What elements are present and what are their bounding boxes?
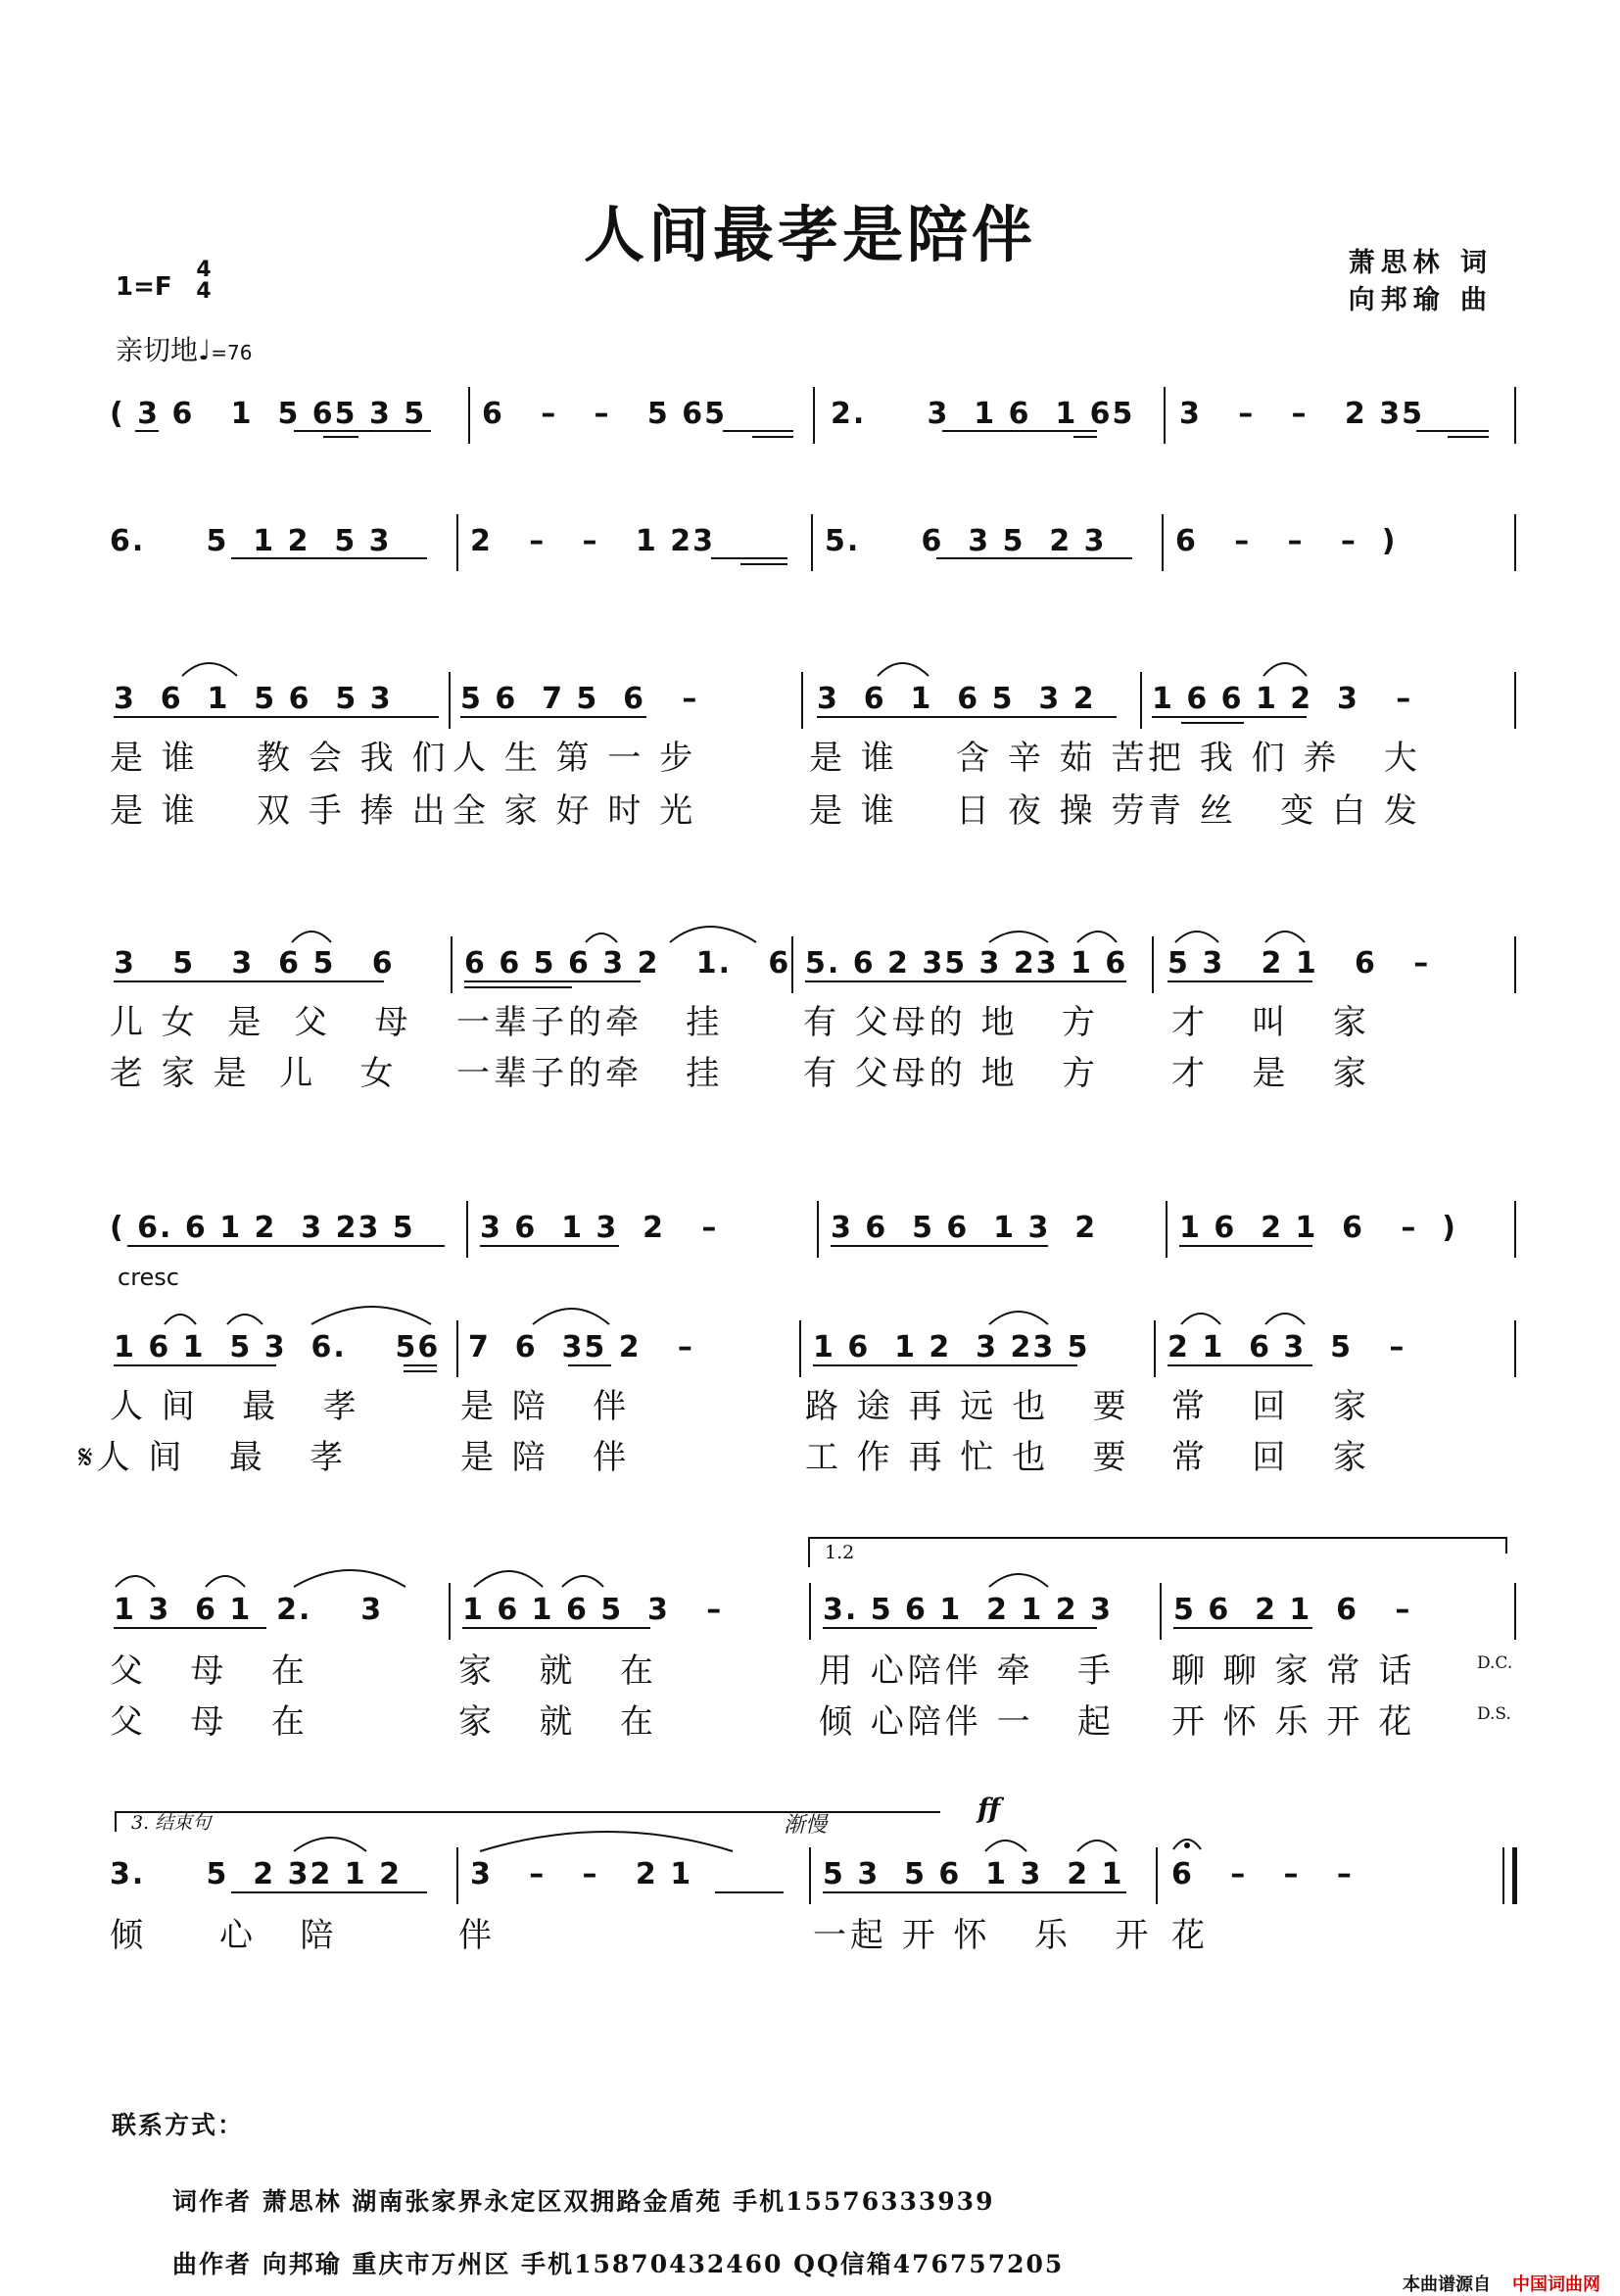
slur [989,1312,1048,1324]
slur [1265,1314,1305,1324]
lyric-line: 家 就 在 [458,1702,657,1742]
measure: 3 6 1 3 2 – [480,1211,719,1245]
watermark-site: 中国词曲网 [1512,2274,1600,2295]
measure: 5 3 5 6 1 3 2 1 [823,1857,1124,1891]
measure: 3. 5 2 32 1 2 [110,1857,402,1891]
fermata-dot [1184,1842,1190,1848]
measure: 2. 3 1 6 1 65 [831,397,1135,431]
lyric-line: 是 陪 伴 [460,1438,631,1477]
lyric-line: 用 心陪伴 牵 手 [819,1651,1116,1691]
measure: 2 1 6 3 5 – [1167,1330,1406,1364]
lyric-line: 老 家 是 儿 女 [110,1054,398,1093]
measure: 1 3 6 1 2. 3 [114,1593,384,1627]
lyric-line: 是 谁 含 辛 茹 苦 [809,739,1149,778]
da-capo-mark: D.C. [1477,1653,1513,1673]
slur [1077,932,1117,942]
slur [989,1574,1048,1587]
slur [206,1576,245,1587]
measure: ( 3 6 1 5 65 3 5 [110,397,427,431]
lyric-line: 常 回 家 [1171,1438,1370,1477]
lyric-line: 儿 女 是 父 母 [110,1003,412,1042]
page-title: 人间最孝是陪伴 [583,199,1036,270]
slur [1077,1841,1117,1851]
measure: 5. 6 2 35 3 23 1 6 [805,946,1128,981]
lyric-line: 青 丝 变 白 发 [1148,791,1421,831]
slur [311,1307,431,1324]
slur [1265,932,1305,942]
lyric-line: 路 途 再 远 也 要 [805,1387,1130,1426]
lyric-line: 伴 [458,1916,496,1955]
lyric-line: 家 就 在 [458,1651,657,1691]
contact-heading: 联系方式： [112,2111,245,2139]
volta-bracket [116,1812,940,1832]
measure: 3 6 1 5 6 5 3 [114,682,393,716]
measure: ( 6. 6 1 2 3 23 5 [110,1211,415,1245]
tempo-value: =76 [211,341,253,364]
measure: 1 6 1 5 3 6. 56 [114,1330,441,1364]
measure: 6 – – 5 65 [482,397,727,431]
measure: 5 6 2 1 6 – [1173,1593,1412,1627]
measure: 3 – – 2 1 [470,1857,693,1891]
lyric-line: 人 间 最 孝 [110,1387,360,1426]
lyricist-credit: 萧思林 词 [1348,248,1493,278]
slur [878,663,929,676]
key-signature: 1=F [116,272,172,302]
lyric-line: 倾 心陪伴 一 起 [819,1702,1116,1742]
slur [1175,932,1218,942]
measure: 5 3 2 1 6 – [1167,946,1431,981]
slur [292,932,331,942]
slur [294,1570,405,1587]
lyric-line: 把 我 们 养 大 [1148,739,1421,778]
measure: 1 6 6 1 2 3 – [1152,682,1413,716]
measure: 6 6 5 6 3 2 1. 6 [464,946,791,981]
volta-bracket [809,1538,1506,1567]
time-denominator: 4 [196,279,212,304]
lyric-line: 人 生 第 一 步 [453,739,697,778]
slur [165,1315,196,1324]
slur [1181,1314,1220,1324]
lyric-line: 𝄋人 间 最 孝 [78,1438,348,1477]
measure: 1 6 2 1 6 – ) [1179,1211,1457,1245]
lyricist-contact: 词作者 萧思林 湖南张家界永定区双拥路金盾苑 手机15576333939 [172,2187,995,2216]
time-numerator: 4 [196,258,212,282]
volta-label: 1.2 [825,1542,855,1563]
lyric-line: 有 父母的 地 方 [803,1054,1100,1093]
dal-segno-mark: D.S. [1477,1704,1511,1724]
measure: 3. 5 6 1 2 1 2 3 [823,1593,1113,1627]
slur [670,927,756,942]
measure: 1 6 1 2 3 23 5 [813,1330,1090,1364]
lyric-line: 全 家 好 时 光 [453,791,697,831]
slur [989,932,1048,942]
lyric-line: 一辈子的牵 挂 [456,1054,724,1093]
measure: 3 6 5 6 1 3 2 [831,1211,1098,1245]
composer-credit: 向邦瑜 曲 [1348,285,1493,315]
measure: 2 – – 1 23 [470,524,715,558]
slur [562,1576,603,1587]
volta-label: 3. 结束句 [131,1812,212,1834]
measure: 5 6 7 5 6 – [460,682,699,716]
measure: 5. 6 3 5 2 3 [825,524,1107,558]
measure: 6 – – – [1171,1857,1354,1891]
measure: 1 6 1 6 5 3 – [462,1593,724,1627]
ritardando-text: 渐慢 [784,1813,828,1838]
slur [985,1841,1026,1851]
slur [227,1315,262,1324]
measure: 6 – – – ) [1175,524,1398,558]
lyric-line: 是 谁 双 手 捧 出 [110,791,450,831]
dynamic-marking: cresc [118,1264,179,1291]
lyric-line: 开 怀 乐 开 花 [1171,1702,1416,1742]
slur [474,1571,543,1587]
slur [116,1576,155,1587]
watermark-source: 本曲谱源自 [1403,2274,1491,2295]
lyric-line: 父 母 在 [110,1702,309,1742]
lyric-line: 常 回 家 [1171,1387,1370,1426]
lyric-line: 花 [1171,1916,1209,1955]
slur [480,1832,733,1851]
slur [1263,663,1307,676]
measure: 7 6 35 2 – [468,1330,694,1364]
lyric-line: 工 作 再 忙 也 要 [805,1438,1130,1477]
measure: 3 – – 2 35 [1179,397,1424,431]
dynamic-marking: ff [977,1793,1001,1825]
lyric-line: 是 谁 教 会 我 们 [110,739,450,778]
quarter-note-icon: ♩ [198,334,212,366]
slur [586,933,617,942]
lyric-line: 一起 开 怀 乐 开 [813,1916,1153,1955]
lyric-line: 倾 心 陪 [110,1916,338,1955]
lyric-line: 一辈子的牵 挂 [456,1003,724,1042]
slur [533,1309,609,1324]
lyric-line: 才 是 家 [1171,1054,1370,1093]
measure: 6. 5 1 2 5 3 [110,524,392,558]
measure: 3 6 1 6 5 3 2 [817,682,1096,716]
lyric-line: 聊 聊 家 常 话 [1171,1651,1416,1691]
slur [294,1838,366,1851]
composer-contact: 曲作者 向邦瑜 重庆市万州区 手机15870432460 QQ信箱476757205 [172,2250,1065,2278]
slur [182,663,237,676]
lyric-line: 是 陪 伴 [460,1387,631,1426]
lyric-line: 父 母 在 [110,1651,309,1691]
expression-text: 亲切地 [116,334,199,366]
measure: 3 5 3 6 5 6 [114,946,395,981]
lyric-line: 才 叫 家 [1171,1003,1370,1042]
lyric-line: 有 父母的 地 方 [803,1003,1100,1042]
lyric-line: 是 谁 日 夜 操 劳 [809,791,1149,831]
